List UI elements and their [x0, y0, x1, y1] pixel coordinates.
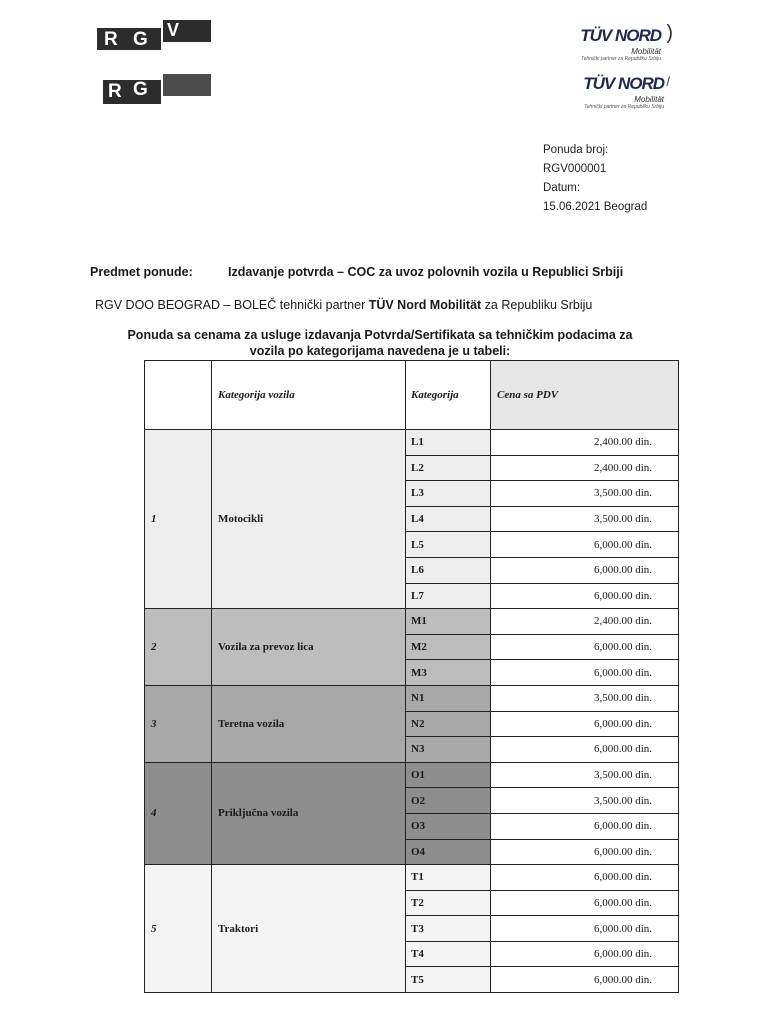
intro-paragraph	[90, 327, 670, 359]
price-cell: 6,000.00 din.	[491, 557, 679, 583]
price-cell: 3,500.00 din.	[491, 685, 679, 711]
price-cell: 6,000.00 din.	[491, 813, 679, 839]
price-cell: 2,400.00 din.	[491, 609, 679, 635]
category-cell: N1	[406, 685, 491, 711]
category-cell: O1	[406, 762, 491, 788]
price-cell: 3,500.00 din.	[491, 506, 679, 532]
intro-line-2: vozila po kategorijama navedena je u tabeli:	[249, 344, 511, 358]
price-cell: 2,400.00 din.	[491, 430, 679, 456]
group-number: 5	[145, 865, 212, 993]
offer-subject	[90, 265, 623, 279]
partner-text-after: za Republiku Srbiju	[481, 298, 593, 312]
group-number: 2	[145, 609, 212, 686]
price-cell: 6,000.00 din.	[491, 941, 679, 967]
group-name: Teretna vozila	[212, 685, 406, 762]
offer-info	[543, 141, 647, 217]
offer-number-label: Ponuda broj:	[543, 144, 609, 156]
partner-brand: TÜV Nord Mobilität	[368, 298, 482, 312]
category-cell: T5	[406, 967, 491, 993]
offer-date: 15.06.2021 Beograd	[543, 201, 648, 213]
group-number: 3	[145, 685, 212, 762]
category-cell: L3	[406, 481, 491, 507]
rgv-logo-secondary	[97, 74, 211, 104]
price-cell: 6,000.00 din.	[491, 839, 679, 865]
tuv-mobilitat-text: Mobilität	[631, 47, 661, 56]
category-cell: L2	[406, 455, 491, 481]
tuv-nord-logo: ) TÜV NORD Mobilität Tehnički partner za Republiku Srbiju	[521, 26, 661, 62]
price-cell: 6,000.00 din.	[491, 583, 679, 609]
rgv-logo-letter-v: V	[167, 20, 180, 40]
price-cell: 6,000.00 din.	[491, 890, 679, 916]
category-cell: L4	[406, 506, 491, 532]
group-number: 1	[145, 430, 212, 609]
table-row	[145, 762, 679, 788]
tuv-mobilitat-text: Mobilität	[634, 95, 664, 104]
offer-date-label: Datum:	[543, 182, 581, 194]
price-cell: 3,500.00 din.	[491, 481, 679, 507]
price-cell: 6,000.00 din.	[491, 865, 679, 891]
rgv-logo	[97, 20, 211, 50]
category-cell: M2	[406, 634, 491, 660]
rgv-logo-letter-g: G	[133, 79, 149, 100]
category-cell: L7	[406, 583, 491, 609]
category-cell: T3	[406, 916, 491, 942]
tuv-partner-text: Tehnički partner za Republiku Srbiju	[581, 56, 661, 62]
partner-text-before: RGV DOO BEOGRAD – BOLEČ tehnički partner	[95, 298, 369, 312]
table-row	[145, 609, 679, 635]
category-cell: M3	[406, 660, 491, 686]
subject-text: Izdavanje potvrda – COC za uvoz polovnih vozila u Republici Srbiji	[228, 265, 624, 279]
subject-label: Predmet ponude:	[90, 265, 193, 279]
partner-statement	[95, 298, 592, 312]
price-cell: 2,400.00 din.	[491, 455, 679, 481]
category-cell: L5	[406, 532, 491, 558]
tuv-brand-text: TÜV NORD	[580, 26, 661, 45]
table-row	[145, 865, 679, 891]
price-cell: 6,000.00 din.	[491, 711, 679, 737]
price-cell: 6,000.00 din.	[491, 967, 679, 993]
price-table	[144, 360, 679, 993]
offer-number: RGV000001	[543, 163, 607, 175]
category-cell: N2	[406, 711, 491, 737]
category-cell: M1	[406, 609, 491, 635]
header-vehicle-category: Kategorija vozila	[212, 361, 406, 430]
table-row	[145, 685, 679, 711]
tuv-nord-logo-secondary: / TÜV NORD Mobilität Tehnički partner za Republiku Srbiju	[524, 74, 664, 110]
table-header-row	[145, 361, 679, 430]
price-cell: 6,000.00 din.	[491, 660, 679, 686]
group-name: Traktori	[212, 865, 406, 993]
table-row	[145, 430, 679, 456]
category-cell: L6	[406, 557, 491, 583]
rgv-logo-letter-r: R	[104, 29, 119, 50]
rgv-logo-letter-r: R	[108, 81, 123, 102]
category-cell: N3	[406, 737, 491, 763]
category-cell: O3	[406, 813, 491, 839]
group-number: 4	[145, 762, 212, 864]
rgv-logo-letter-g: G	[133, 29, 149, 50]
category-cell: T1	[406, 865, 491, 891]
category-cell: O4	[406, 839, 491, 865]
price-cell: 6,000.00 din.	[491, 532, 679, 558]
tuv-partner-text: Tehnički partner za Republiku Srbiju	[584, 104, 664, 110]
price-cell: 6,000.00 din.	[491, 634, 679, 660]
group-name: Motocikli	[212, 430, 406, 609]
category-cell: L1	[406, 430, 491, 456]
tuv-brand-text: TÜV NORD	[583, 74, 664, 93]
group-name: Priključna vozila	[212, 762, 406, 864]
category-cell: T2	[406, 890, 491, 916]
intro-line-1: Ponuda sa cenama za usluge izdavanja Potvrda/Sertifikata sa tehničkim podacima za	[127, 328, 633, 342]
header-category: Kategorija	[406, 361, 491, 430]
category-cell: T4	[406, 941, 491, 967]
price-cell: 6,000.00 din.	[491, 737, 679, 763]
header-number	[145, 361, 212, 430]
category-cell: O2	[406, 788, 491, 814]
price-cell: 3,500.00 din.	[491, 788, 679, 814]
header-price: Cena sa PDV	[491, 361, 679, 430]
group-name: Vozila za prevoz lica	[212, 609, 406, 686]
price-cell: 6,000.00 din.	[491, 916, 679, 942]
price-cell: 3,500.00 din.	[491, 762, 679, 788]
